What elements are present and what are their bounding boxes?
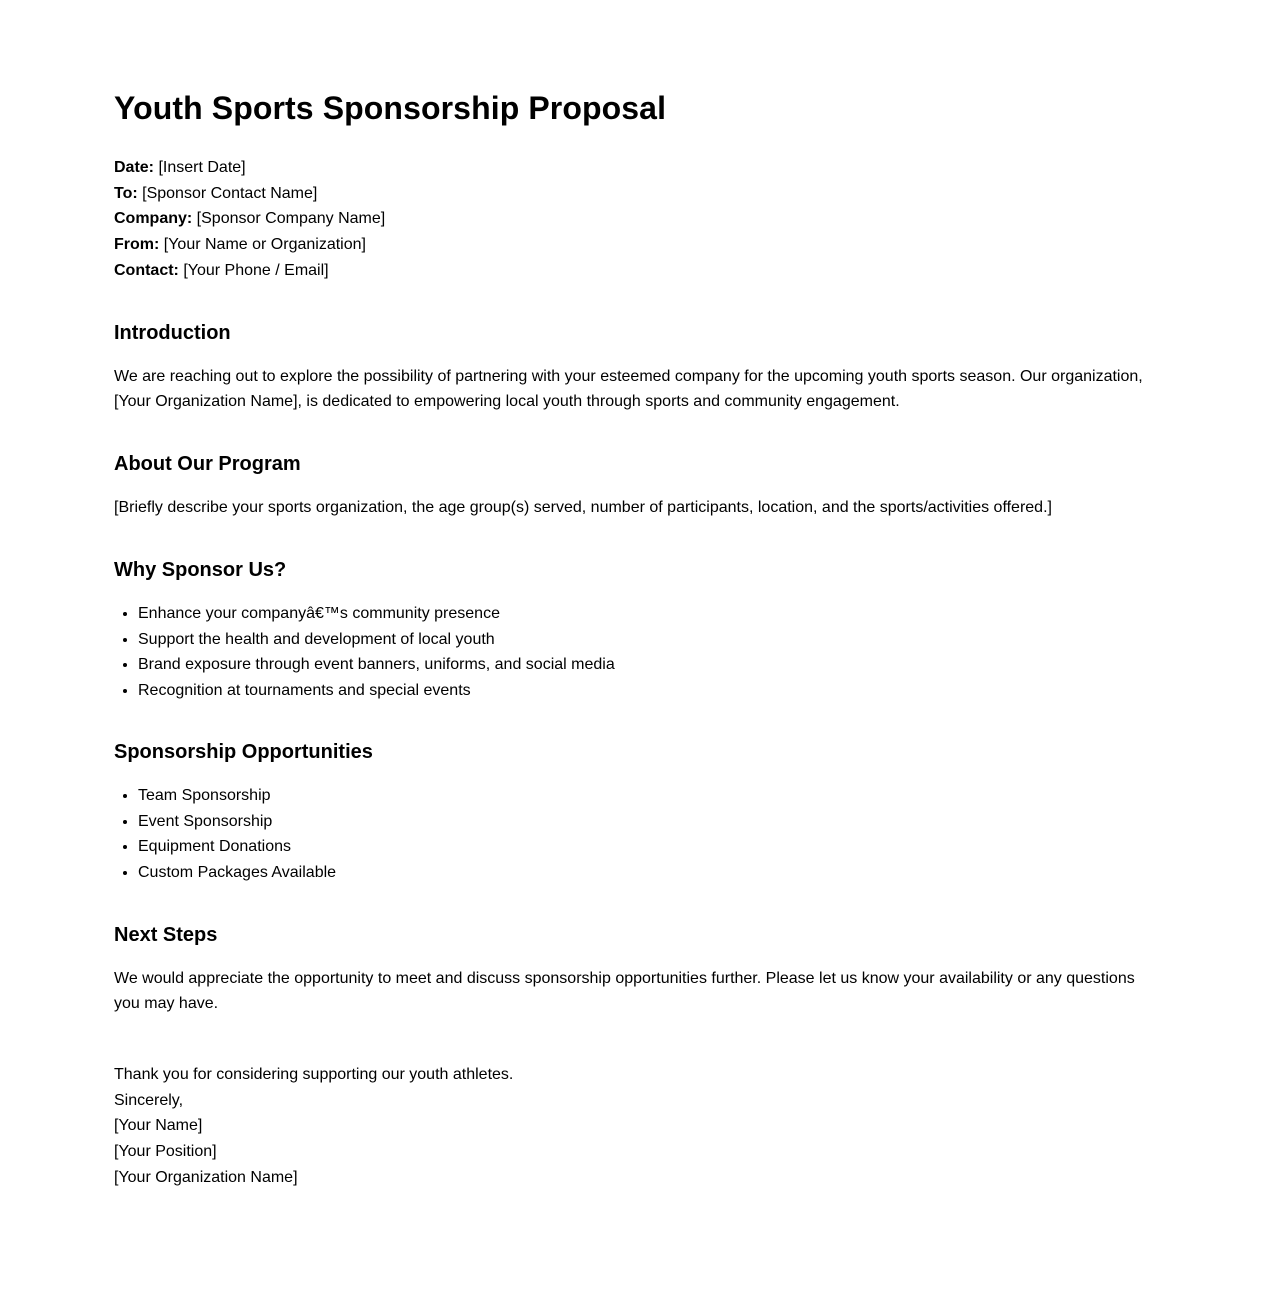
signature-position: [Your Position]	[114, 1143, 217, 1161]
meta-value: [Insert Date]	[154, 159, 246, 176]
section-heading: About Our Program	[114, 453, 301, 476]
meta-value: [Your Name or Organization]	[159, 236, 366, 254]
section-heading: Sponsorship Opportunities	[114, 741, 373, 764]
meta-value: [Sponsor Contact Name]	[137, 184, 318, 202]
list-item: • Custom Packages Available	[138, 860, 1164, 886]
section-heading: Next Steps	[114, 923, 218, 946]
meta-company	[114, 206, 1164, 232]
document-title: Youth Sports Sponsorship Proposal	[114, 90, 667, 126]
section-introduction	[114, 320, 1164, 416]
letter-closing	[114, 1062, 1164, 1190]
meta-contact	[114, 258, 1164, 284]
meta-date	[114, 155, 1164, 181]
meta-label: Company:	[114, 210, 193, 228]
signature-name: [Your Name]	[114, 1117, 203, 1135]
meta-value: [Your Phone / Email]	[178, 261, 329, 279]
list-item: • Brand exposure through event banners, uniforms, and social media	[138, 652, 1164, 678]
meta-to	[114, 181, 1164, 207]
meta-label: Date:	[114, 159, 155, 176]
meta-label: From:	[114, 236, 160, 254]
section-body: We would appreciate the opportunity to meet and discuss sponsorship opportunities further. Please let us know your availability or any questions you may have.	[114, 969, 1135, 1013]
section-next-steps	[114, 922, 1164, 1018]
list-item: • Recognition at tournaments and special events	[138, 678, 1164, 704]
list-item: • Equipment Donations	[138, 834, 1164, 860]
signature-organization: [Your Organization Name]	[114, 1168, 298, 1186]
section-body: [Briefly describe your sports organization, the age group(s) served, number of participants, location, and the sports/activities offered.]	[114, 499, 1052, 517]
meta-from	[114, 232, 1164, 258]
list-item: • Enhance your companyâ€™s community presence	[138, 601, 1164, 627]
letter-meta	[114, 155, 1164, 284]
list-item: • Team Sponsorship	[138, 783, 1164, 809]
section-why-sponsor	[114, 557, 1164, 703]
closing-thanks: Thank you for considering supporting our youth athletes.	[114, 1066, 514, 1084]
section-body: We are reaching out to explore the possibility of partnering with your esteemed company for the upcoming youth sports season. Our organization, [Your Organization Name], is dedicated to empowering local youth through sports and community engagement.	[114, 367, 1143, 411]
opportunities-list	[114, 783, 1164, 885]
closing-signoff: Sincerely,	[114, 1091, 184, 1109]
benefits-list	[114, 601, 1164, 703]
section-heading: Why Sponsor Us?	[114, 558, 287, 581]
section-opportunities	[114, 739, 1164, 885]
list-item: • Event Sponsorship	[138, 809, 1164, 835]
section-about	[114, 451, 1164, 521]
meta-label: To:	[114, 184, 138, 202]
list-item: • Support the health and development of local youth	[138, 627, 1164, 653]
meta-label: Contact:	[114, 261, 179, 279]
section-heading: Introduction	[114, 321, 231, 344]
meta-value: [Sponsor Company Name]	[192, 210, 386, 228]
